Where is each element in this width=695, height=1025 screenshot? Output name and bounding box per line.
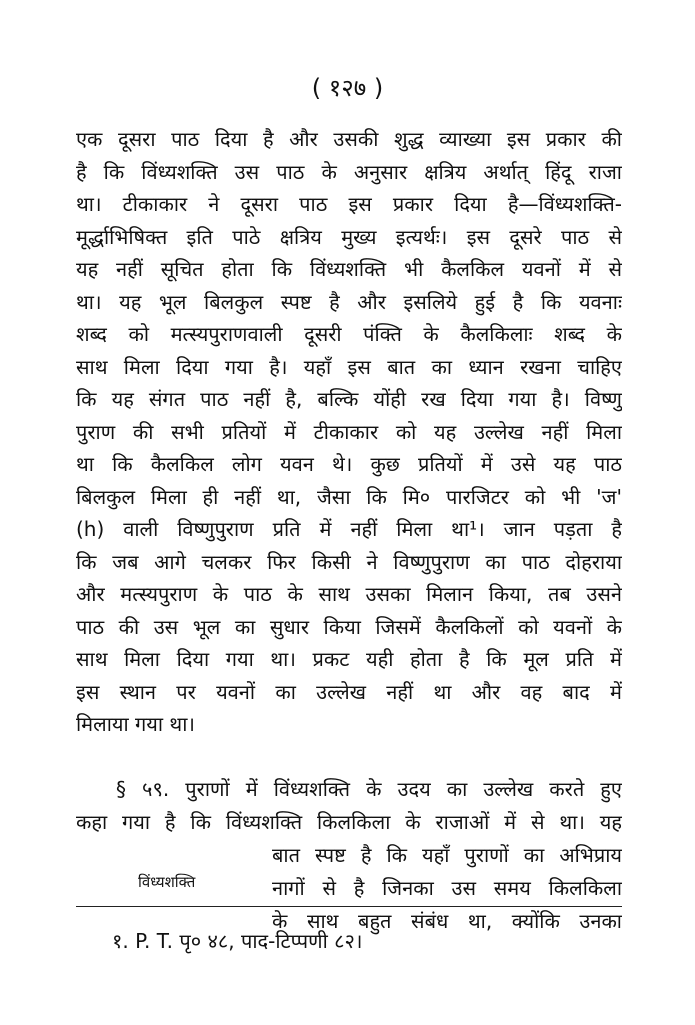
footnote-divider — [76, 906, 622, 907]
text-line: (h) वाली विष्णुपुराण प्रति में नहीं मिला था¹। जान पड़ता है — [76, 517, 622, 541]
text-line: साथ मिला दिया गया है। यहाँ इस बात का ध्यान रखना चाहिए — [76, 354, 622, 379]
text-line: कि यह संगत पाठ नहीं है, बल्कि योंही रख दिया गया है। विष्णु — [76, 387, 622, 411]
side-text — [272, 839, 622, 938]
footnote: १. P. T. पृ० ४८, पाद-टिप्पणी ८२। — [112, 929, 363, 953]
text-line: पुराण की सभी प्रतियों में टीकाकार को यह उल्लेख नहीं मिला — [76, 419, 622, 444]
text-line: और मत्स्यपुराण के पाठ के साथ उसका मिलान किया, तब उसने — [76, 582, 622, 606]
text-line: साथ मिला दिया गया था। प्रकट यही होता है कि मूल प्रति में — [76, 647, 622, 671]
text-line: नागों से है जिनका उस समय किलकिला — [272, 876, 622, 900]
text-line: बात स्पष्ट है कि यहाँ पुराणों का अभिप्राय — [272, 843, 622, 867]
margin-note: विंध्यशक्ति — [138, 873, 196, 891]
text-line: था कि कैलकिल लोग यवन थे। कुछ प्रतियों में उसे यह पाठ — [76, 452, 622, 476]
text-line: कहा गया है कि विंध्यशक्ति किलकिला के राजाओं में से था। यह — [76, 810, 622, 834]
text-line: के साथ बहुत संबंध था, क्योंकि उनका — [272, 909, 622, 933]
main-paragraph — [76, 123, 622, 741]
text-line: मूर्द्धाभिषिक्त इति पाठे क्षत्रिय मुख्य इत्यर्थः। इस दूसरे पाठ से — [76, 224, 622, 249]
text-line: पाठ की उस भूल का सुधार किया जिसमें कैलकिलों को यवनों के — [76, 614, 622, 639]
section-heading-line: § ५९. पुराणों में विंध्यशक्ति के उदय का उल्लेख करते हुए — [116, 777, 622, 801]
text-line: शब्द को मत्स्यपुराणवाली दूसरी पंक्ति के कैलकिलाः शब्द के — [76, 322, 622, 346]
text-line: था। टीकाकार ने दूसरा पाठ इस प्रकार दिया है—विंध्यशक्ति- — [76, 192, 622, 216]
text-line: मिलाया गया था। — [76, 712, 195, 736]
text-line: है कि विंध्यशक्ति उस पाठ के अनुसार क्षत्रिय अर्थात् हिंदू राजा — [76, 159, 622, 184]
text-line: बिलकुल मिला ही नहीं था, जैसा कि मि० पारजिटर को भी 'ज' — [76, 484, 622, 509]
section-paragraph — [76, 773, 622, 839]
sidenote-block — [76, 839, 622, 939]
page-number: ( १२७ ) — [311, 74, 384, 102]
text-line: यह नहीं सूचित होता कि विंध्यशक्ति भी कैलकिल यवनों में से — [76, 257, 622, 281]
text-line: एक दूसरा पाठ दिया है और उसकी शुद्ध व्याख्या इस प्रकार की — [76, 127, 622, 151]
text-line: इस स्थान पर यवनों का उल्लेख नहीं था और वह बाद में — [76, 679, 622, 704]
text-line: था। यह भूल बिलकुल स्पष्ट है और इसलिये हुई है कि यवनाः — [76, 289, 622, 314]
text-line: कि जब आगे चलकर फिर किसी ने विष्णुपुराण का पाठ दोहराया — [76, 549, 622, 574]
